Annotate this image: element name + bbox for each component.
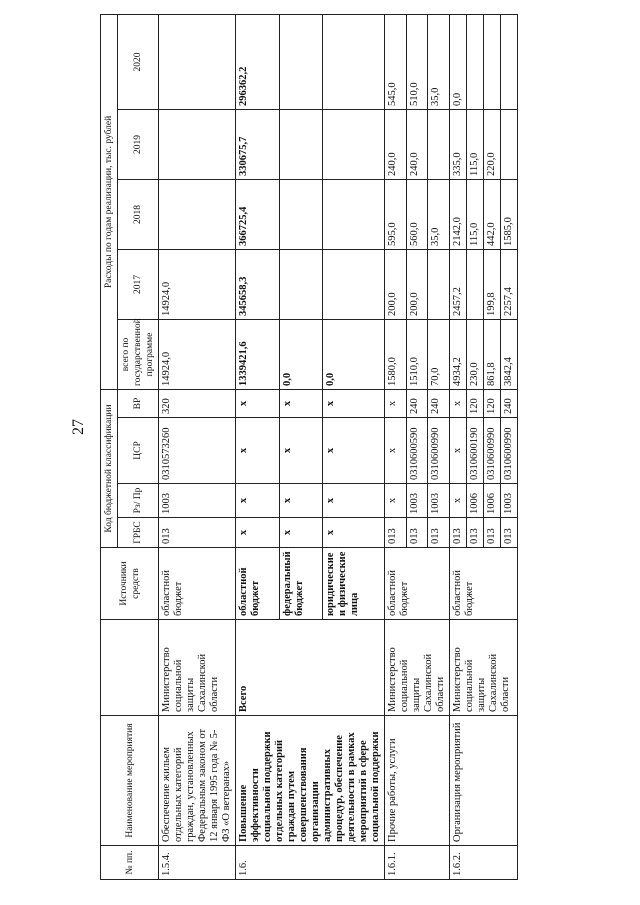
- cell-csr: 0310600990: [501, 418, 518, 484]
- cell-2018: [323, 179, 385, 249]
- cell-2017: [323, 249, 385, 319]
- cell-csr: 0310573260: [159, 418, 236, 484]
- cell-csr: х: [450, 418, 467, 484]
- cell-total: 0,0: [279, 319, 323, 389]
- cell-rzpr: х: [450, 484, 467, 518]
- cell-grbs: х: [236, 518, 280, 548]
- cell-vr: 240: [406, 389, 428, 417]
- cell-csr: 0310600590: [406, 418, 428, 484]
- cell-executor: Всего: [236, 620, 385, 716]
- cell-2017: [428, 249, 450, 319]
- cell-2020: [467, 14, 484, 109]
- cell-csr: х: [236, 418, 280, 484]
- cell-grbs: 013: [385, 518, 407, 548]
- cell-total: 0,0: [323, 319, 385, 389]
- cell-vr: х: [450, 389, 467, 417]
- cell-2020: [279, 14, 323, 109]
- cell-executor: Министерство социальной защиты Сахалинской области: [159, 620, 236, 716]
- cell-rzpr: 1006: [484, 484, 501, 518]
- header-expense-group: Расходы по годам реализации, тыс. рублей: [101, 14, 118, 389]
- cell-total: 14924,0: [159, 319, 236, 389]
- cell-name: Прочие работы, услуги: [385, 716, 450, 846]
- cell-grbs: 013: [484, 518, 501, 548]
- cell-2019: 240,0: [406, 109, 428, 179]
- cell-2018: 2142,0: [450, 179, 467, 249]
- cell-2020: 0,0: [450, 14, 467, 109]
- cell-source: областной бюджет: [385, 548, 450, 620]
- header-source: Источники средств: [101, 548, 159, 620]
- cell-num: 1.5.4.: [159, 846, 236, 880]
- cell-2020: [501, 14, 518, 109]
- cell-2018: 1585,0: [501, 179, 518, 249]
- cell-name: Повышение эффективности социальной поддержки отдельных категорий граждан путем совершенствования организации административных процедур, обеспечение деятельности в рамках мероприятий в сфере социальной поддержки: [236, 716, 385, 846]
- header-code-group: Код бюджетной классификации: [101, 389, 118, 547]
- cell-2019: 115,0: [467, 109, 484, 179]
- cell-2019: [428, 109, 450, 179]
- cell-2017: 345658,3: [236, 249, 280, 319]
- cell-grbs: х: [323, 518, 385, 548]
- cell-vr: х: [385, 389, 407, 417]
- table-row: [450, 14, 467, 879]
- cell-num: 1.6.: [236, 846, 385, 880]
- cell-source: областной бюджет: [236, 548, 280, 620]
- cell-executor: Министерство социальной защиты Сахалинской области: [450, 620, 518, 716]
- cell-vr: 240: [501, 389, 518, 417]
- cell-csr: х: [385, 418, 407, 484]
- cell-2017: 200,0: [406, 249, 428, 319]
- cell-total: 70,0: [428, 319, 450, 389]
- cell-vr: 120: [484, 389, 501, 417]
- cell-num: 1.6.1.: [385, 846, 450, 880]
- cell-total: 3842,4: [501, 319, 518, 389]
- cell-2019: 335,0: [450, 109, 467, 179]
- cell-grbs: 013: [467, 518, 484, 548]
- cell-2018: [279, 179, 323, 249]
- cell-num: 1.6.2.: [450, 846, 518, 880]
- budget-table: [100, 14, 518, 880]
- cell-source: федеральный бюджет: [279, 548, 323, 620]
- cell-2019: 220,0: [484, 109, 501, 179]
- cell-2020: 35,0: [428, 14, 450, 109]
- table-row: [385, 14, 407, 879]
- header-rzpr: Рз/ Пр: [118, 484, 159, 518]
- cell-grbs: 013: [406, 518, 428, 548]
- cell-2019: 330675,7: [236, 109, 280, 179]
- cell-vr: 240: [428, 389, 450, 417]
- cell-total: 861,8: [484, 319, 501, 389]
- cell-2017: 14924,0: [159, 249, 236, 319]
- cell-name: Обеспечение жильем отдельных категорий граждан, установленных Федеральным законом от 12 января 1995 года № 5-ФЗ «О ветеранах»: [159, 716, 236, 846]
- cell-csr: 0310600990: [428, 418, 450, 484]
- cell-rzpr: 1003: [428, 484, 450, 518]
- cell-2020: 545,0: [385, 14, 407, 109]
- cell-2020: 296362,2: [236, 14, 280, 109]
- cell-2019: [501, 109, 518, 179]
- cell-vr: х: [279, 389, 323, 417]
- cell-rzpr: х: [236, 484, 280, 518]
- cell-total: 1510,0: [406, 319, 428, 389]
- cell-vr: х: [236, 389, 280, 417]
- cell-grbs: 013: [428, 518, 450, 548]
- cell-2017: [279, 249, 323, 319]
- cell-source: юридические и физические лица: [323, 548, 385, 620]
- cell-csr: 0310600990: [484, 418, 501, 484]
- header-total: всего по государственной программе: [118, 319, 159, 389]
- cell-rzpr: 1003: [406, 484, 428, 518]
- header-2020: 2020: [118, 14, 159, 109]
- cell-2018: 35,0: [428, 179, 450, 249]
- cell-2017: 199,8: [484, 249, 501, 319]
- cell-grbs: х: [279, 518, 323, 548]
- cell-2018: 560,0: [406, 179, 428, 249]
- cell-2017: 2257,4: [501, 249, 518, 319]
- cell-2019: [323, 109, 385, 179]
- cell-2017: 200,0: [385, 249, 407, 319]
- header-2018: 2018: [118, 179, 159, 249]
- table-row: [236, 14, 280, 879]
- header-2019: 2019: [118, 109, 159, 179]
- header-executor: [101, 620, 159, 716]
- cell-2020: [323, 14, 385, 109]
- cell-vr: 120: [467, 389, 484, 417]
- cell-2020: [159, 14, 236, 109]
- cell-2017: 2457,2: [450, 249, 467, 319]
- cell-2018: [159, 179, 236, 249]
- cell-rzpr: 1003: [501, 484, 518, 518]
- cell-total: 1339421,6: [236, 319, 280, 389]
- page-number: 27: [70, 419, 87, 435]
- cell-2020: 510,0: [406, 14, 428, 109]
- cell-name: Организация мероприятий: [450, 716, 518, 846]
- cell-2018: 115,0: [467, 179, 484, 249]
- header-vr: ВР: [118, 389, 159, 417]
- cell-grbs: 013: [450, 518, 467, 548]
- cell-rzpr: 1006: [467, 484, 484, 518]
- cell-2018: 366725,4: [236, 179, 280, 249]
- cell-2019: 240,0: [385, 109, 407, 179]
- cell-2017: [467, 249, 484, 319]
- cell-vr: х: [323, 389, 385, 417]
- header-grbs: ГРБС: [118, 518, 159, 548]
- cell-total: 230,0: [467, 319, 484, 389]
- cell-csr: х: [323, 418, 385, 484]
- header-2017: 2017: [118, 249, 159, 319]
- cell-rzpr: х: [323, 484, 385, 518]
- cell-2018: 442,0: [484, 179, 501, 249]
- cell-source: областной бюджет: [450, 548, 518, 620]
- cell-2019: [159, 109, 236, 179]
- cell-executor: Министерство социальной защиты Сахалинской области: [385, 620, 450, 716]
- table-row: [159, 14, 236, 879]
- cell-rzpr: х: [279, 484, 323, 518]
- cell-2020: [484, 14, 501, 109]
- cell-rzpr: х: [385, 484, 407, 518]
- header-name: Наименование мероприятия: [101, 716, 159, 846]
- header-row-1: [101, 14, 118, 879]
- cell-total: 4934,2: [450, 319, 467, 389]
- cell-csr: 0310600190: [467, 418, 484, 484]
- header-num: № пп.: [101, 846, 159, 880]
- cell-source: областной бюджет: [159, 548, 236, 620]
- cell-csr: х: [279, 418, 323, 484]
- cell-total: 1580,0: [385, 319, 407, 389]
- cell-vr: 320: [159, 389, 236, 417]
- cell-grbs: 013: [159, 518, 236, 548]
- cell-2019: [279, 109, 323, 179]
- budget-table-container: [100, 45, 540, 880]
- cell-grbs: 013: [501, 518, 518, 548]
- cell-rzpr: 1003: [159, 484, 236, 518]
- cell-2018: 595,0: [385, 179, 407, 249]
- header-csr: ЦСР: [118, 418, 159, 484]
